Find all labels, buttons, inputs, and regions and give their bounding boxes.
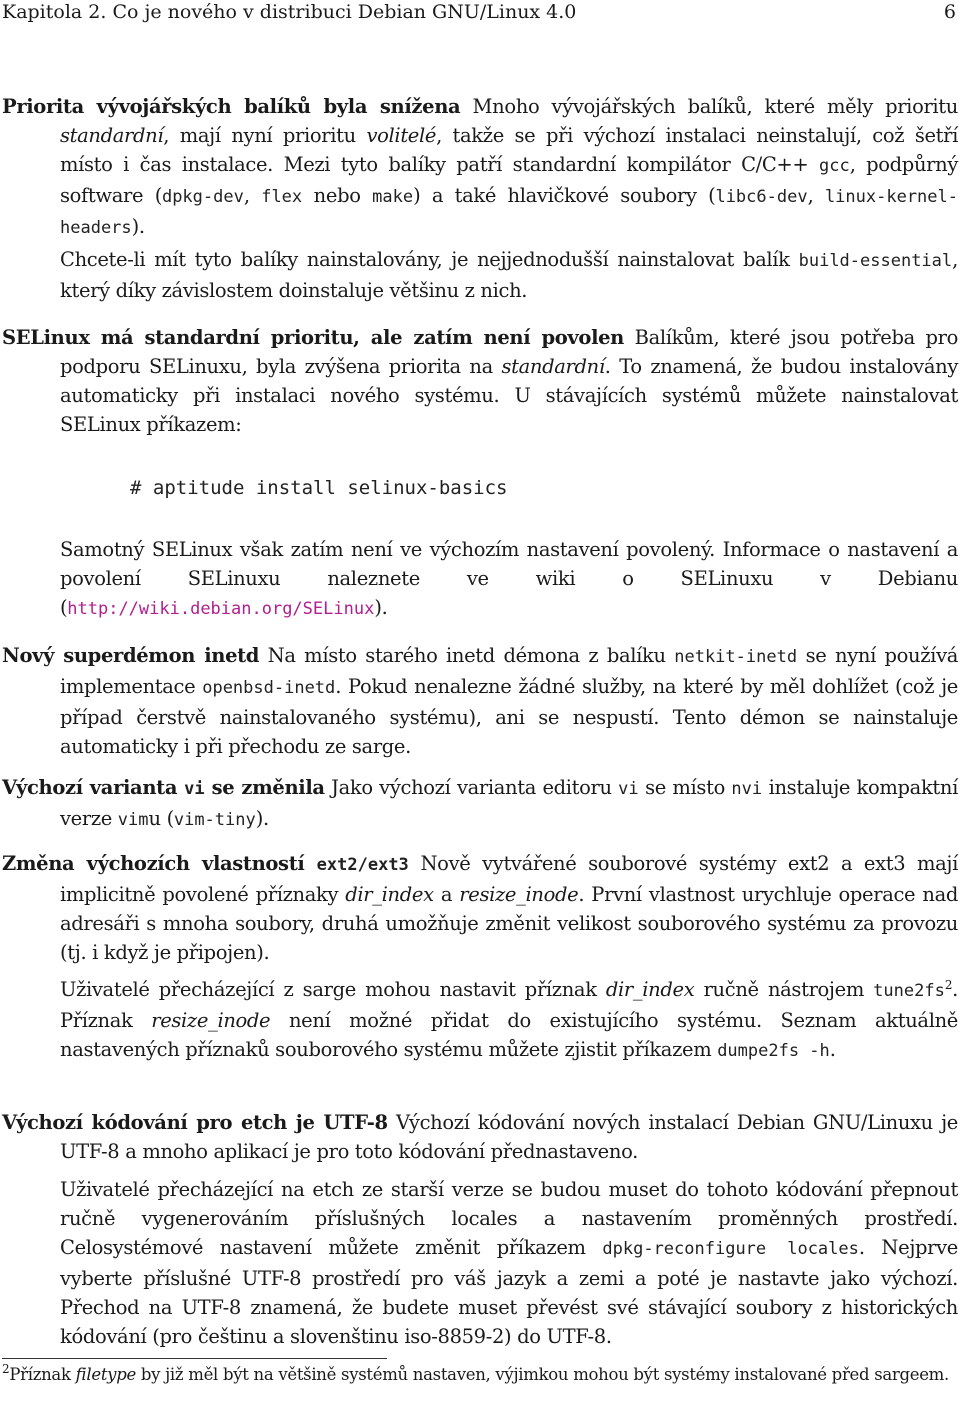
code-gcc: gcc [819,156,850,176]
paragraph-build-essential: Chcete-li mít tyto balíky nainstalovány, je nejjednodušší nainstalovat balík build-essential, který díky závislostem doinstaluje většinu z nich. [60,248,958,302]
entry-utf8: Výchozí kódování pro etch je UTF-8 Výchozí kódování nových instalací Debian GNU/Linuxu je UTF-8 a mnoho aplikací je pro toto kódování přednastaveno. [2,1111,958,1163]
chapter-title: Kapitola 2. Co je nového v distribuci Debian GNU/Linux 4.0 [2,1,577,23]
paragraph-selinux-wiki: Samotný SELinux však zatím není ve výchozím nastavení povolený. Informace o nastavení a povolení SELinuxu naleznete ve wiki o SELinuxu v Debianu (http://wiki.debian.org/SELinux). [60,538,958,619]
page-number: 6 [943,1,956,23]
footnote-ref[interactable]: 2 [944,978,953,992]
entry-title: Priorita vývojářských balíků byla snížena [2,95,461,118]
entry-title: Změna výchozích vlastností ext2/ext3 [2,852,409,875]
paragraph-tune2fs: Uživatelé přecházející z sarge mohou nastavit příznak dir_index ručně nástrojem $tune2fs^2$. Příznak resize_inode není možné přidat do existujícího systému. Seznam aktuálně nastavených příznaků souborového systému můžete zjistit příkazem dumpe2fs -h. [60,978,958,1061]
footnote-rule [2,1358,387,1359]
entry-inetd: Nový superdémon inetd Na místo starého inetd démona z balíku netkit-inetd se nyní používá implementace openbsd-inetd. Pokud nenalezne žádné služby, na které by měl dohlížet (což je případ čerstvě nainstalovaného systému), ani se nespustí. Tento démon se nainstaluje automaticky i při přechodu ze sarge. [2,644,959,758]
command-example: # aptitude install selinux-basics [130,477,508,499]
wiki-link[interactable]: http://wiki.debian.org/SELinux [67,599,375,619]
entry-title: Nový superdémon inetd [2,644,260,667]
entry-devpkg-priority: Priorita vývojářských balíků byla snížena Mnoho vývojářských balíků, které měly prioritu standardní, mají nyní prioritu volitelé, takže se při výchozí instalaci neinstalují, což šetří místo i čas instalace. Mezi tyto balíky patří standardní kompilátor C/C++ gcc, podpůrný software (dpkg-dev, flex nebo make) a také hlavičkové soubory (libc6-dev, linux-kernel-headers). [2,95,959,238]
entry-vi: Výchozí varianta vi se změnila Jako výchozí varianta editoru vi se místo nvi instaluje kompaktní verze vimu (vim-tiny). [2,776,958,830]
entry-title: SELinux má standardní prioritu, ale zatím není povolen [2,326,625,349]
entry-ext: Změna výchozích vlastností ext2/ext3 Nově vytvářené souborové systémy ext2 a ext3 mají implicitně povolené příznaky dir_index a resize_inode. První vlastnost urychluje operace nad adresáři s mnoha soubory, druhá umožňuje změnit velikost souborového systému za provozu (tj. i když je připojen). [2,852,958,964]
entry-title: Výchozí varianta vi se změnila [2,776,325,799]
entry-title: Výchozí kódování pro etch je UTF-8 [2,1111,388,1134]
entry-selinux: SELinux má standardní prioritu, ale zatím není povolen Balíkům, které jsou potřeba pro podporu SELinuxu, byla zvýšena priorita na standardní. To znamená, že budou instalovány automaticky při instalaci nového systému. U stávajících systémů můžete nainstalovat SELinux příkazem: [2,326,958,436]
footnote: $^2$Příznak filetype by již měl být na většině systémů nastaven, výjimkou mohou být systémy instalované před sargeem. [2,1362,949,1384]
page-header [2,0,956,26]
paragraph-locales: Uživatelé přecházející na etch ze starší verze se budou muset do tohoto kódování přepnout ručně vygenerováním příslušných locales a nastavením proměnných prostředí. Celosystémové nastavení můžete změnit příkazem dpkg-reconfigure locales. Nejprve vyberte příslušné UTF-8 prostředí pro váš jazyk a zemi a poté je nastavte jako výchozí. Přechod na UTF-8 znamená, že budete muset převést své stávající soubory z historických kódování (pro češtinu a slovenštinu iso-8859-2) do UTF-8. [60,1178,958,1348]
